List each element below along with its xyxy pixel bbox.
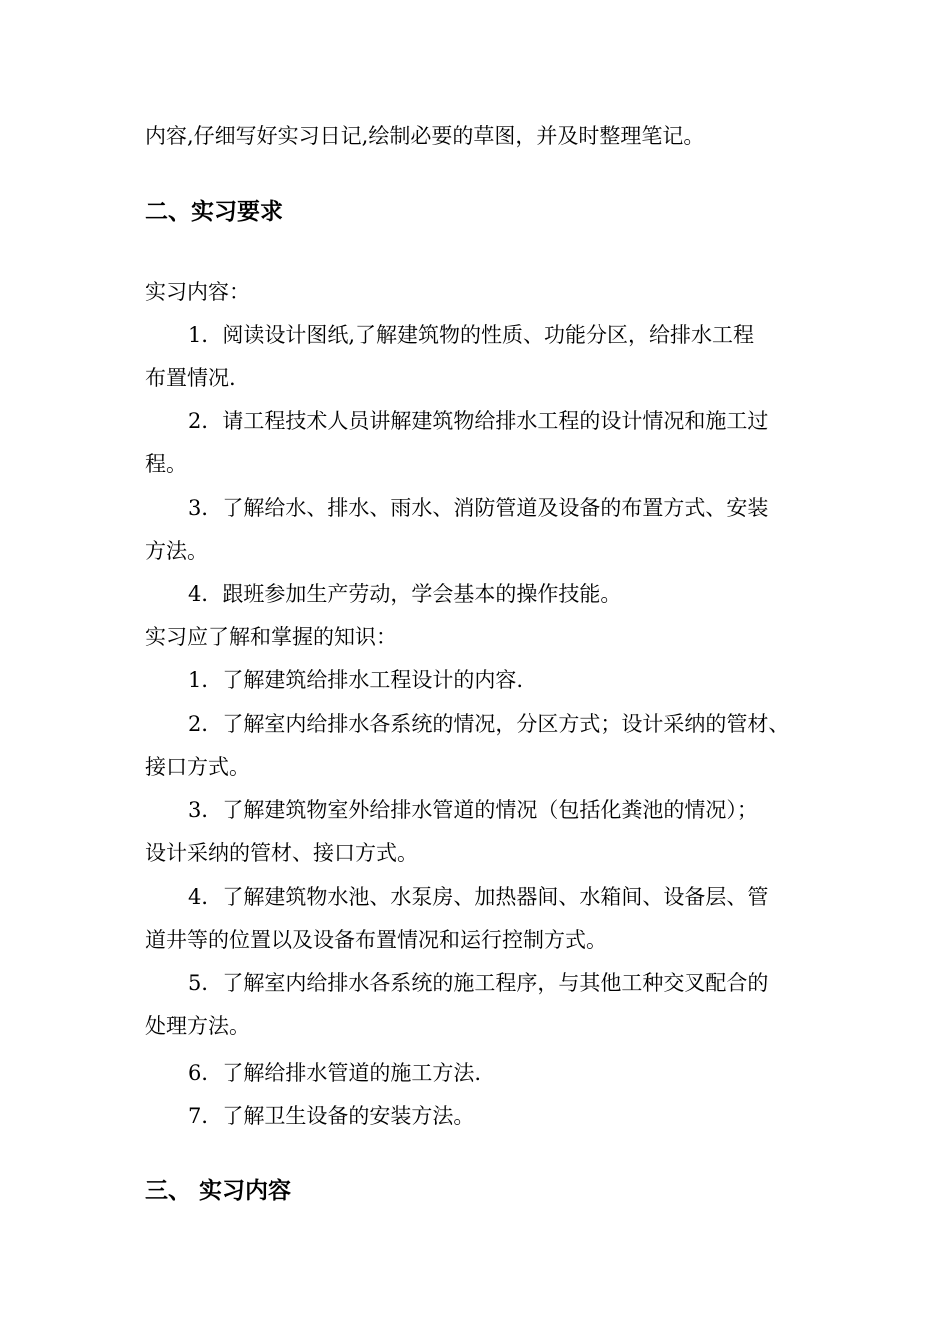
knowledge-item-7: 7．了解卫生设备的安装方法。 <box>188 1104 475 1128</box>
section-2-heading: 二、实习要求 <box>145 199 283 225</box>
content-item-2-cont: 程。 <box>145 452 187 476</box>
content-item-3-cont: 方法。 <box>145 539 208 563</box>
knowledge-item-6: 6．了解给排水管道的施工方法. <box>188 1061 482 1085</box>
section-3-heading: 三、 实习内容 <box>145 1178 292 1204</box>
content-item-2: 2．请工程技术人员讲解建筑物给排水工程的设计情况和施工过 <box>188 409 769 433</box>
intro-continuation: 内容,仔细写好实习日记,绘制必要的草图，并及时整理笔记。 <box>145 124 705 148</box>
knowledge-item-2: 2．了解室内给排水各系统的情况，分区方式；设计采纳的管材、 <box>188 712 790 736</box>
knowledge-item-5: 5．了解室内给排水各系统的施工程序，与其他工种交叉配合的 <box>188 971 769 995</box>
knowledge-item-1: 1．了解建筑给排水工程设计的内容. <box>188 668 524 692</box>
knowledge-item-3-cont: 设计采纳的管材、接口方式。 <box>145 841 418 865</box>
knowledge-label: 实习应了解和掌握的知识： <box>145 625 397 649</box>
knowledge-item-4: 4．了解建筑物水池、水泵房、加热器间、水箱间、设备层、管 <box>188 885 769 909</box>
knowledge-item-5-cont: 处理方法。 <box>145 1014 250 1038</box>
knowledge-item-4-cont: 道井等的位置以及设备布置情况和运行控制方式。 <box>145 928 607 952</box>
knowledge-item-2-cont: 接口方式。 <box>145 755 250 779</box>
content-item-1: 1．阅读设计图纸,了解建筑物的性质、功能分区，给排水工程 <box>188 323 755 347</box>
content-item-4: 4．跟班参加生产劳动，学会基本的操作技能。 <box>188 582 622 606</box>
content-item-3: 3．了解给水、排水、雨水、消防管道及设备的布置方式、安装 <box>188 496 769 520</box>
content-label: 实习内容： <box>145 280 250 304</box>
knowledge-item-3: 3．了解建筑物室外给排水管道的情况（包括化粪池的情况）； <box>188 798 758 822</box>
content-item-1-cont: 布置情况. <box>145 366 236 390</box>
